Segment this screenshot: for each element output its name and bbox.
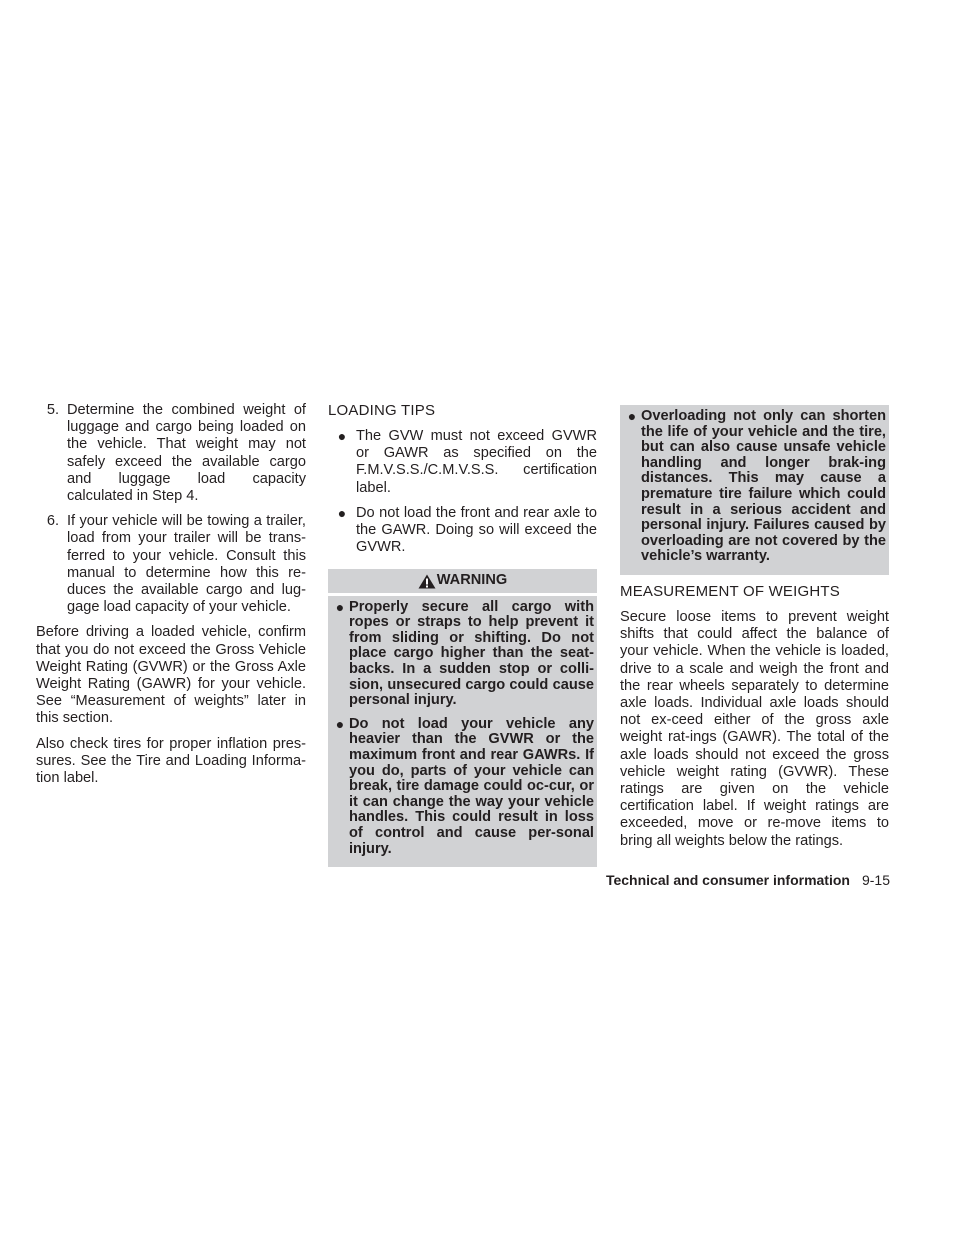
- warning-header: [328, 569, 597, 595]
- middle-column: [328, 402, 597, 867]
- list-item: [328, 428, 597, 497]
- warning-box: [620, 405, 889, 575]
- item-number: 5.: [46, 402, 59, 418]
- warning-triangle-icon: [418, 574, 436, 589]
- bullet-icon: ●: [337, 504, 347, 521]
- section-name: Technical and consumer information: [605, 872, 850, 888]
- paragraph: Also check tires for proper inflation pres-sures. See the Tire and Loading Informa-tion label.: [36, 735, 306, 787]
- left-column: [36, 402, 306, 795]
- bullet-text: The GVW must not exceed GVWR or GAWR as specified on the F.M.V.S.S./C.M.V.S.S. certification label.: [356, 428, 597, 496]
- item-number: 6.: [46, 513, 59, 530]
- section-heading: LOADING TIPS: [328, 402, 436, 419]
- paragraph: Secure loose items to prevent weight shifts that could affect the balance of your vehicle. When the vehicle is loaded, drive to a scale and weigh the front and the rear wheels separately to determine axle loads. Individual axle loads should not ex-ceed either of the gross axle weight rat-ings (GAWR). The total of the axle loads should not exceed the gross vehicle weight rating (GVWR). These ratings are given on the vehicle certification label. If weight ratings are exceeded, move or re-move items to bring all weights below the ratings.: [620, 608, 889, 849]
- warning-title: WARNING: [436, 572, 508, 589]
- paragraph: Before driving a loaded vehicle, confirm that you do not exceed the Gross Vehicle Weight Rating (GVWR) or the Gross Axle Weight Rating (GAWR) for your vehicle. See “Measurement of weights” later in this section.: [36, 624, 306, 727]
- bullet-icon: ●: [337, 428, 347, 444]
- list-item: [36, 513, 306, 616]
- list-item: [36, 402, 306, 505]
- item-text: If your vehicle will be towing a trailer, load from your trailer will be trans-ferred to your vehicle. Consult this manual to determine how this re-duces the available cargo and lug-gage load capacity of your vehicle.: [67, 513, 306, 616]
- list-item: [623, 409, 886, 565]
- bullet-icon: ●: [335, 715, 345, 732]
- list-item: [328, 505, 597, 557]
- list-item: [331, 600, 594, 709]
- page-number: 9-15: [861, 872, 890, 888]
- bullet-icon: ●: [335, 598, 345, 615]
- bullet-text: Do not load the front and rear axle to the GAWR. Doing so will exceed the GVWR.: [356, 504, 597, 556]
- right-column: [620, 402, 889, 858]
- warning-box: [328, 569, 597, 867]
- warning-text: Properly secure all cargo with ropes or straps to help prevent it from sliding or shifting. Do not place cargo higher than the seat-backs. In a sudden stop or colli-sion, unsecured cargo could cause personal injury.: [349, 598, 594, 709]
- item-text: Determine the combined weight of luggage and cargo being loaded on the vehicle. That weight may not safely exceed the available cargo and luggage load capacity calculated in Step 4.: [67, 402, 306, 505]
- section-heading: MEASUREMENT OF WEIGHTS: [620, 582, 840, 600]
- warning-text: Overloading not only can shorten the life of your vehicle and the tire, but can also cause unsafe vehicle handling and longer brak-ing distances. This may cause a premature tire failure which could result in a serious accident and personal injury. Failures caused by overloading are not covered by the vehicle’s warranty.: [641, 408, 886, 565]
- warning-text: Do not load your vehicle any heavier than the GVWR or the maximum front and rear GAWRs. If you do, parts of your vehicle can break, tire damage could oc-cur, or it can change the way your vehicle handles. This could result in loss of control and cause per-sonal injury.: [349, 715, 594, 857]
- list-item: [331, 717, 594, 857]
- page-footer: [606, 872, 890, 888]
- bullet-icon: ●: [627, 408, 637, 424]
